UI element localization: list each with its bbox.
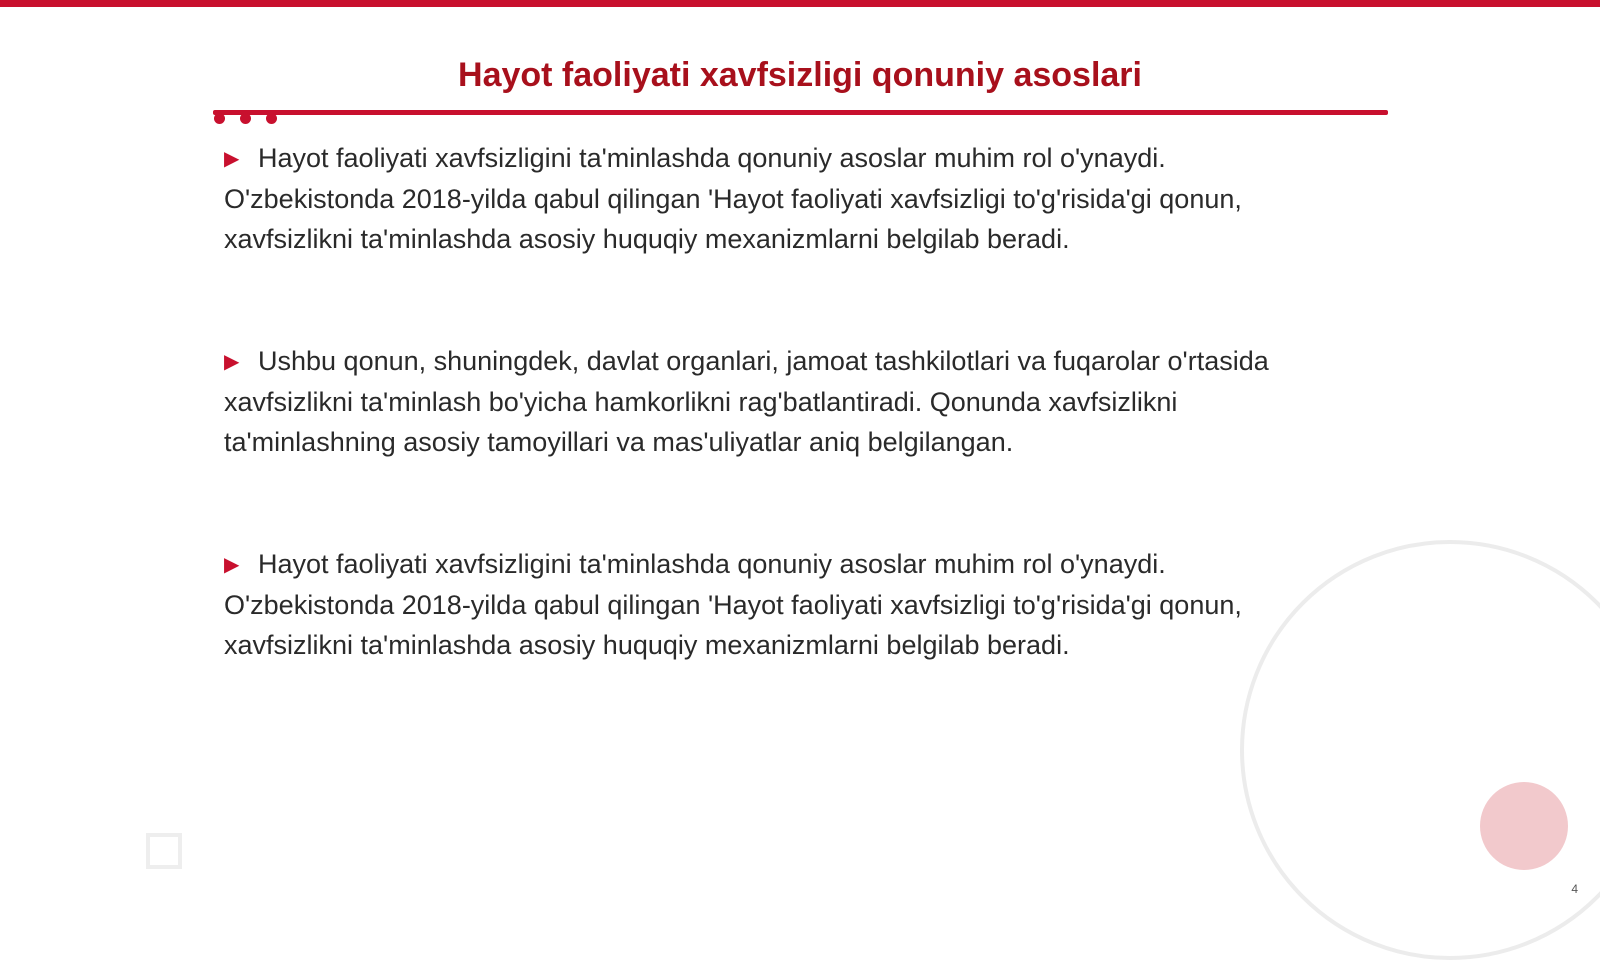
- triangle-right-icon: ▶: [224, 351, 240, 373]
- decorative-dot: [240, 113, 251, 124]
- decorative-circle-pink: [1480, 782, 1568, 870]
- bullet-text: Hayot faoliyati xavfsizligini ta'minlashda qonuniy asoslar muhim rol o'ynaydi. O'zbekistonda 2018-yilda qabul qilingan 'Hayot faoliyati xavfsizligi to'g'risida'gi qonun, xavfsizlikni ta'minlashda asosiy huquqiy mexanizmlarni belgilab beradi.: [224, 143, 1242, 254]
- title-underline: [213, 110, 1388, 115]
- decorative-dot: [266, 113, 277, 124]
- decorative-dot: [214, 113, 225, 124]
- bullet-item: [224, 138, 1304, 259]
- decorative-square: [146, 833, 182, 869]
- bullet-list: [224, 138, 1304, 747]
- bullet-text: Hayot faoliyati xavfsizligini ta'minlashda qonuniy asoslar muhim rol o'ynaydi. O'zbekistonda 2018-yilda qabul qilingan 'Hayot faoliyati xavfsizligi to'g'risida'gi qonun, xavfsizlikni ta'minlashda asosiy huquqiy mexanizmlarni belgilab beradi.: [224, 549, 1242, 660]
- bullet-item: [224, 341, 1304, 462]
- slide-title: Hayot faoliyati xavfsizligi qonuniy asoslari: [458, 56, 1142, 94]
- bullet-item: [224, 544, 1304, 665]
- bullet-text: Ushbu qonun, shuningdek, davlat organlari, jamoat tashkilotlari va fuqarolar o'rtasida xavfsizlikni ta'minlash bo'yicha hamkorlikni rag'batlantiradi. Qonunda xavfsizlikni ta'minlashning asosiy tamoyillari va mas'uliyatlar aniq belgilangan.: [224, 346, 1269, 457]
- triangle-right-icon: ▶: [224, 554, 240, 576]
- triangle-right-icon: ▶: [224, 148, 240, 170]
- top-accent-bar: [0, 0, 1600, 7]
- page-number: 4: [1571, 882, 1578, 896]
